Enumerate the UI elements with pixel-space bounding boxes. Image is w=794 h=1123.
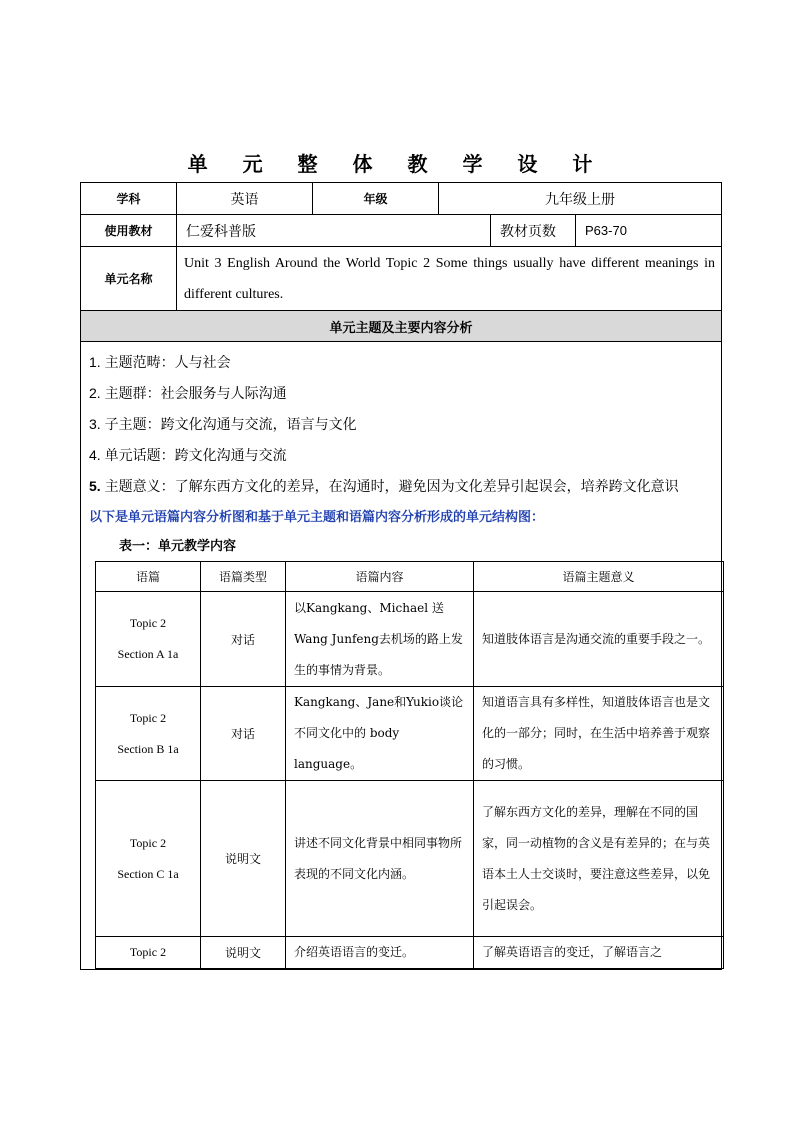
header-type: 语篇类型	[201, 562, 286, 592]
section-header: 单元主题及主要内容分析	[81, 311, 722, 342]
table-row	[96, 687, 724, 781]
content-cell: 讲述不同文化背景中相同事物所表现的不同文化内涵。	[286, 781, 474, 937]
point-1: 1. 主题范畴：人与社会	[89, 354, 231, 370]
meaning-cell: 了解英语语言的变迁，了解语言之	[474, 937, 724, 969]
header-content: 语篇内容	[286, 562, 474, 592]
point-5: 5. 主题意义：了解东西方文化的差异，在沟通时，避免因为文化差异引起误会，培养跨文化意识	[89, 478, 679, 494]
content-table	[95, 561, 724, 969]
unit-name-label: 单元名称	[81, 247, 177, 311]
table-row	[96, 781, 724, 937]
type-cell: 对话	[201, 592, 286, 687]
analysis-cell	[81, 342, 722, 970]
point-3: 3. 子主题：跨文化沟通与交流，语言与文化	[89, 416, 357, 432]
unit-name-value: Unit 3 English Around the World Topic 2 Some things usually have different meanings in different cultures.	[177, 247, 722, 311]
pages-value: P63-70	[576, 215, 722, 247]
pages-label: 教材页数	[491, 215, 576, 247]
subject-label: 学科	[81, 183, 177, 215]
table-row	[96, 937, 724, 969]
subject-value: 英语	[177, 183, 313, 215]
content-cell: 介绍英语语言的变迁。	[286, 937, 474, 969]
grade-value: 九年级上册	[439, 183, 722, 215]
meaning-cell: 知道肢体语言是沟通交流的重要手段之一。	[474, 592, 724, 687]
page-title: 单 元 整 体 教 学 设 计	[187, 152, 607, 176]
meaning-cell: 知道语言具有多样性，知道肢体语言也是文化的一部分；同时，在生活中培养善于观察的习惯。	[474, 687, 724, 781]
table-row	[96, 592, 724, 687]
textbook-value: 仁爱科普版	[177, 215, 491, 247]
type-cell: 说明文	[201, 937, 286, 969]
type-cell: 对话	[201, 687, 286, 781]
passage-cell: Topic 2 Section A 1a	[96, 592, 201, 687]
content-cell: 以Kangkang、Michael 送Wang Junfeng去机场的路上发生的事情为背景。	[286, 592, 474, 687]
blue-note: 以下是单元语篇内容分析图和基于单元主题和语篇内容分析形成的单元结构图：	[89, 510, 545, 525]
header-meaning: 语篇主题意义	[474, 562, 724, 592]
passage-cell: Topic 2 Section B 1a	[96, 687, 201, 781]
passage-cell: Topic 2 Section C 1a	[96, 781, 201, 937]
grade-label: 年级	[313, 183, 439, 215]
point-2: 2. 主题群：社会服务与人际沟通	[89, 385, 287, 401]
unit-design-table	[80, 182, 722, 970]
meaning-cell: 了解东西方文化的差异，理解在不同的国家，同一动植物的含义是有差异的；在与英语本土人士交谈时，要注意这些差异，以免引起误会。	[474, 781, 724, 937]
point-4: 4. 单元话题：跨文化沟通与交流	[89, 447, 287, 463]
content-cell: Kangkang、Jane和Yukio谈论不同文化中的 body language。	[286, 687, 474, 781]
passage-cell: Topic 2	[96, 937, 201, 969]
type-cell: 说明文	[201, 781, 286, 937]
table-title: 表一：单元教学内容	[119, 539, 237, 554]
header-passage: 语篇	[96, 562, 201, 592]
textbook-label: 使用教材	[81, 215, 177, 247]
